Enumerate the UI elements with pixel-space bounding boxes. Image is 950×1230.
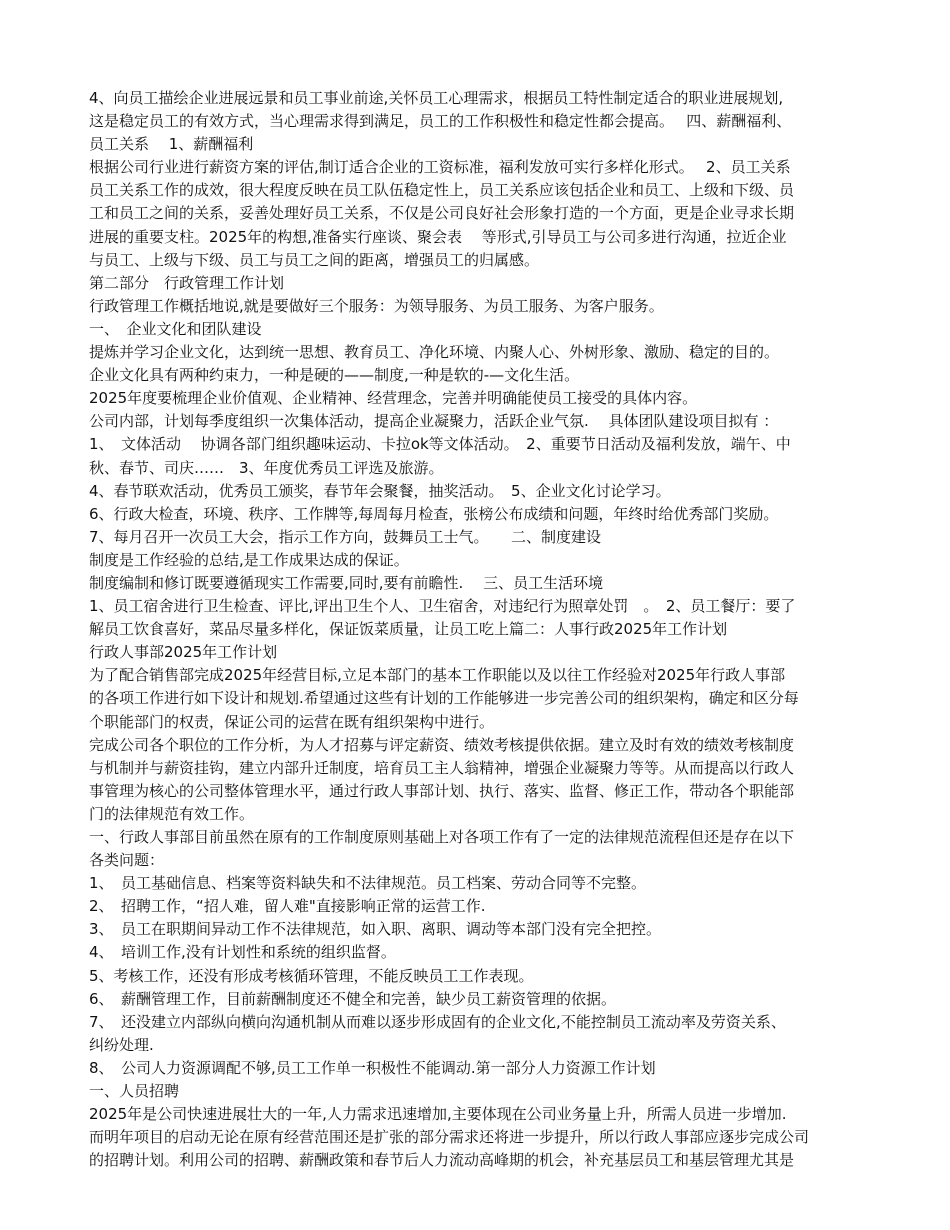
text-line: 2、 招聘工作，“招人难，留人难"直接影响正常的运营工作. — [89, 897, 486, 916]
text-line: 6、 薪酬管理工作，目前薪酬制度还不健全和完善，缺少员工薪资管理的依据。 — [89, 989, 617, 1008]
text-line: 的招聘计划。利用公司的招聘、薪酬政策和春节后人力流动高峰期的机会，补充基层员工和基层管理尤其是 — [89, 1151, 795, 1170]
text-line: 秋、春节、司庆…… 3、年度优秀员工评选及旅游。 — [89, 458, 444, 477]
text-line: 3、 员工在职期间异动工作不法律规范，如入职、离职、调动等本部门没有完全把控。 — [89, 920, 662, 939]
text-line: 7、每月召开一次员工大会，指示工作方向，鼓舞员工士气。 二、制度建设 — [89, 527, 602, 546]
text-line: 6、行政大检查，环境、秩序、工作牌等,每周每月检查，张榜公布成绩和问题，年终时给优秀部门奖励。 — [89, 504, 779, 523]
text-line: 个职能部门的权责，保证公司的运营在既有组织架构中进行。 — [89, 712, 495, 731]
text-line: 制度编制和修订既要遵循现实工作需要,同时,要有前瞻性. 三、员工生活环境 — [89, 573, 604, 592]
text-line: 为了配合销售部完成2025年经营目标,立足本部门的基本工作职能以及以往工作经验对2025年行政人事部 — [89, 666, 786, 685]
text-line: 4、 培训工作,没有计划性和系统的组织监督。 — [89, 943, 396, 962]
text-line: 纠纷处理. — [89, 1035, 154, 1054]
text-line: 工和员工之间的关系，妥善处理好员工关系，不仅是公司良好社会形象打造的一个方面，更是企业寻求长期 — [89, 204, 795, 223]
text-line: 公司内部，计划每季度组织一次集体活动，提高企业凝聚力，活跃企业气氛. 具体团队建设项目拟有 ： — [89, 412, 779, 431]
text-line: 员工关系工作的成效，很大程度反映在员工队伍稳定性上，员工关系应该包括企业和员工、上级和下级、员 — [89, 181, 795, 200]
text-line: 企业文化具有两种约束力，一种是硬的——制度,一种是软的-—文化生活。 — [89, 366, 580, 385]
text-line: 的各项工作进行如下设计和规划.希望通过这些有计划的工作能够进一步完善公司的组织架构，确定和区分每 — [89, 689, 799, 708]
text-line: 解员工饮食喜好，菜品尽量多样化，保证饭菜质量，让员工吃上篇二：人事行政2025年工作计划 — [89, 620, 728, 639]
text-line: 行政管理工作概括地说,就是要做好三个服务：为领导服务、为员工服务、为客户服务。 — [89, 296, 664, 315]
text-line: 8、 公司人力资源调配不够,员工工作单一积极性不能调动.第一部分人力资源工作计划 — [89, 1058, 656, 1077]
text-line: 制度是工作经验的总结,是工作成果达成的保证。 — [89, 550, 409, 569]
text-line: 完成公司各个职位的工作分析，为人才招募与评定薪资、绩效考核提供依据。建立及时有效的绩效考核制度 — [89, 735, 795, 754]
text-line: 5、考核工作，还没有形成考核循环管理，不能反映员工工作表现。 — [89, 966, 534, 985]
section-heading: 第二部分 行政管理工作计划 — [89, 273, 285, 292]
text-line: 2025年度要梳理企业价值观、企业精神、经营理念，完善并明确能使员工接受的具体内容。 — [89, 389, 698, 408]
text-line: 1、员工宿舍进行卫生检查、评比,评出卫生个人、卫生宿舍，对违纪行为照章处罚 。 2、员工餐厅：要了 — [89, 597, 796, 616]
text-line: 根据公司行业进行薪资方案的评估,制订适合企业的工资标准，福利发放可实行多样化形式。 2、员工关系 — [89, 158, 791, 177]
text-line: 4、春节联欢活动，优秀员工颁奖，春节年会聚餐，抽奖活动。 5、企业文化讨论学习。 — [89, 481, 671, 500]
text-line: 一、行政人事部目前虽然在原有的工作制度原则基础上对各项工作有了一定的法律规范流程但还是存在以下 — [89, 828, 795, 846]
text-line: 事管理为核心的公司整体管理水平，通过行政人事部计划、执行、落实、监督、修正工作，带动各个职能部 — [89, 781, 795, 800]
text-line: 1、 员工基础信息、档案等资料缺失和不法律规范。员工档案、劳动合同等不完整。 — [89, 874, 647, 893]
text-line: 员工关系 1、薪酬福利 — [89, 135, 254, 154]
text-line: 2025年是公司快速进展壮大的一年,人力需求迅速增加,主要体现在公司业务量上升，所需人员进一步增加. — [89, 1105, 787, 1124]
text-line: 提炼并学习企业文化，达到统一思想、教育员工、净化环境、内聚人心、外树形象、激励、稳定的目的。 — [89, 343, 780, 362]
document-body — [89, 87, 863, 1172]
text-line: 1、 文体活动 协调各部门组织趣味运动、卡拉ok等文体活动。 2、重要节日活动及福利发放，端午、中 — [89, 435, 791, 454]
text-line: 与员工、上级与下级、员工与员工之间的距离，增强员工的归属感。 — [89, 250, 540, 269]
text-line: 与机制并与薪资挂钩，建立内部升迁制度，培育员工主人翁精神，增强企业凝聚力等等。从而提高以行政人 — [89, 758, 795, 777]
text-line: 这是稳定员工的有效方式，当心理需求得到满足，员工的工作积极性和稳定性都会提高。 四、薪酬福利、 — [89, 112, 792, 131]
section-heading: 行政人事部2025年工作计划 — [89, 643, 278, 662]
section-heading: 一、人员招聘 — [89, 1082, 180, 1101]
text-line: 门的法律规范有效工作。 — [89, 804, 255, 823]
text-line: 而明年项目的启动无论在原有经营范围还是扩张的部分需求还将进一步提升，所以行政人事部应逐步完成公司 — [89, 1128, 810, 1147]
text-line: 7、 还没建立内部纵向横向沟通机制从而难以逐步形成固有的企业文化,不能控制员工流动率及劳资关系、 — [89, 1012, 786, 1031]
text-line: 进展的重要支柱。2025年的构想,准备实行座谈、聚会表 等形式,引导员工与公司多进行沟通，拉近企业 — [89, 227, 787, 246]
section-heading: 一、 企业文化和团队建设 — [89, 319, 262, 338]
text-line: 4、向员工描绘企业进展远景和员工事业前途,关怀员工心理需求，根据员工特性制定适合的职业进展规划, — [89, 89, 784, 107]
text-line: 各类问题： — [89, 851, 165, 870]
